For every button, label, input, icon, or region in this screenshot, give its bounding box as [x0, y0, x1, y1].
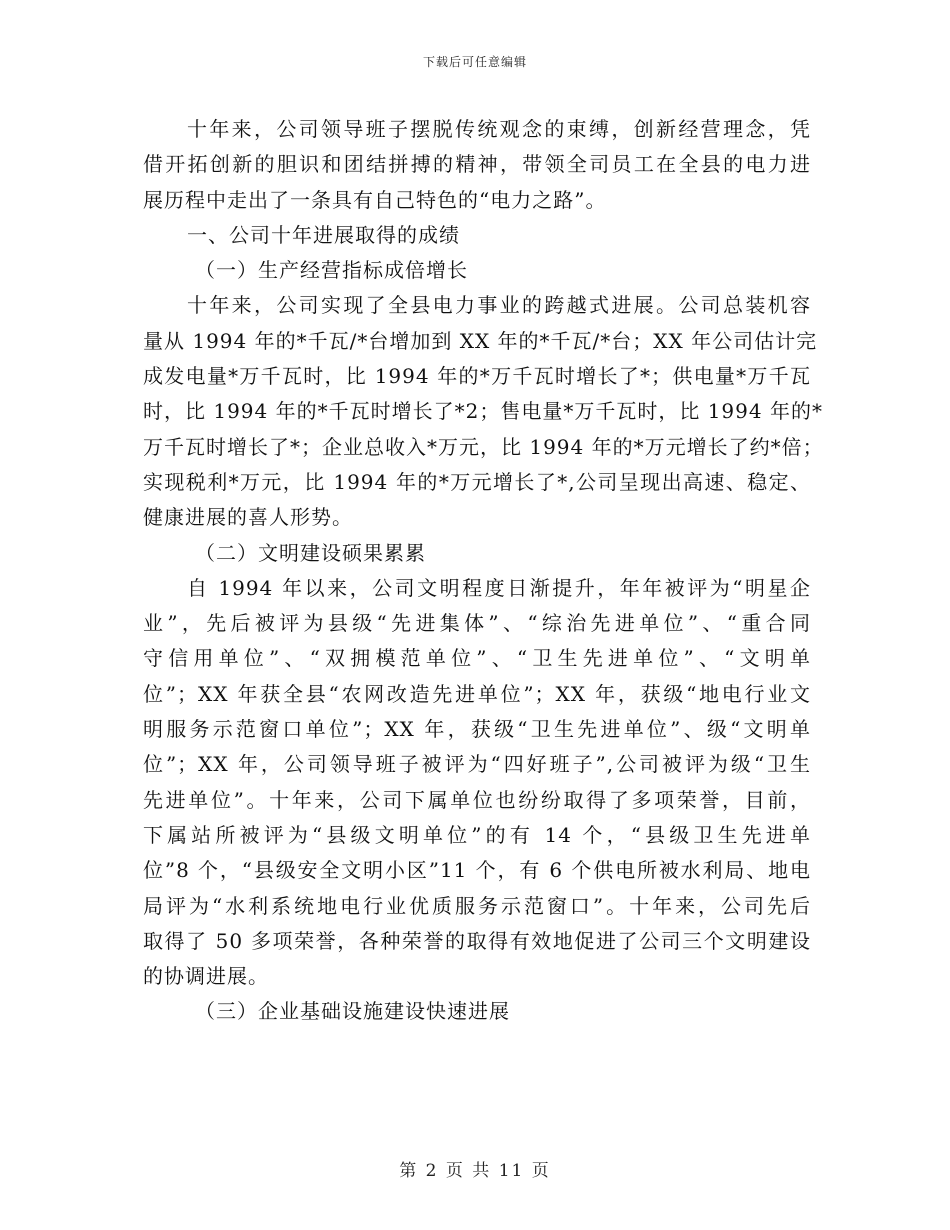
- body-line: 十年来，公司实现了全县电力事业的跨越式进展。公司总装机容: [187, 293, 811, 318]
- body-line: 量从 1994 年的*千瓦/*台增加到 XX 年的*千瓦/*台；XX 年公司估计完: [143, 328, 818, 353]
- body-line: 成发电量*万千瓦时，比 1994 年的*万千瓦时增长了*；供电量*万千瓦: [143, 364, 811, 389]
- body-line: 时，比 1994 年的*千瓦时增长了*2；售电量*万千瓦时，比 1994 年的*: [143, 399, 823, 424]
- body-line: 明服务示范窗口单位”；XX 年，获级“卫生先进单位”、级“文明单: [143, 717, 811, 742]
- body-line: 健康进展的喜人形势。: [143, 505, 353, 530]
- body-line: 局评为“水利系统地电行业优质服务示范窗口”。十年来，公司先后: [143, 893, 811, 918]
- body-line: 守信用单位”、“双拥模范单位”、“卫生先进单位”、“文明单: [143, 646, 811, 671]
- body-line: 位”；XX 年获全县“农网改造先进单位”；XX 年，获级“地电行业文: [143, 681, 811, 706]
- body-line: 业”，先后被评为县级“先进集体”、“综治先进单位”、“重合同: [143, 611, 811, 636]
- subsection-heading: （三）企业基础设施建设快速进展: [195, 999, 510, 1024]
- body-line: 十年来，公司领导班子摆脱传统观念的束缚，创新经营理念，凭: [187, 117, 811, 141]
- body-line: 取得了 50 多项荣誉，各种荣誉的取得有效地促进了公司三个文明建设: [143, 928, 811, 953]
- body-line: 展历程中走出了一条具有自己特色的“电力之路”。: [143, 187, 607, 212]
- body-line: 借开拓创新的胆识和团结拼搏的精神，带领全司员工在全县的电力进: [143, 152, 811, 177]
- body-line: 下属站所被评为“县级文明单位”的有 14 个，“县级卫生先进单: [143, 822, 811, 847]
- document-body: [143, 112, 824, 1030]
- body-line: 实现税利*万元，比 1994 年的*万元增长了*,公司呈现出高速、稳定、: [143, 469, 811, 494]
- body-line: 先进单位”。十年来，公司下属单位也纷纷取得了多项荣誉，目前，: [143, 787, 811, 812]
- subsection-heading: （一）生产经营指标成倍增长: [195, 258, 468, 283]
- body-line: 的协调进展。: [143, 964, 269, 989]
- body-line: 位”；XX 年，公司领导班子被评为“四好班子”,公司被评为级“卫生: [143, 752, 811, 777]
- page-header: 下载后可任意编辑: [422, 55, 527, 69]
- body-line: 自 1994 年以来，公司文明程度日渐提升，年年被评为“明星企: [187, 575, 811, 600]
- section-heading: 一、公司十年进展取得的成绩: [187, 222, 460, 247]
- body-line: 万千瓦时增长了*；企业总收入*万元，比 1994 年的*万元增长了约*倍；: [143, 434, 824, 459]
- page-number-footer: 第 2 页 共 11 页: [399, 1161, 551, 1181]
- body-line: 位”8 个，“县级安全文明小区”11 个，有 6 个供电所被水利局、地电: [143, 858, 811, 883]
- subsection-heading: （二）文明建设硕果累累: [195, 540, 426, 565]
